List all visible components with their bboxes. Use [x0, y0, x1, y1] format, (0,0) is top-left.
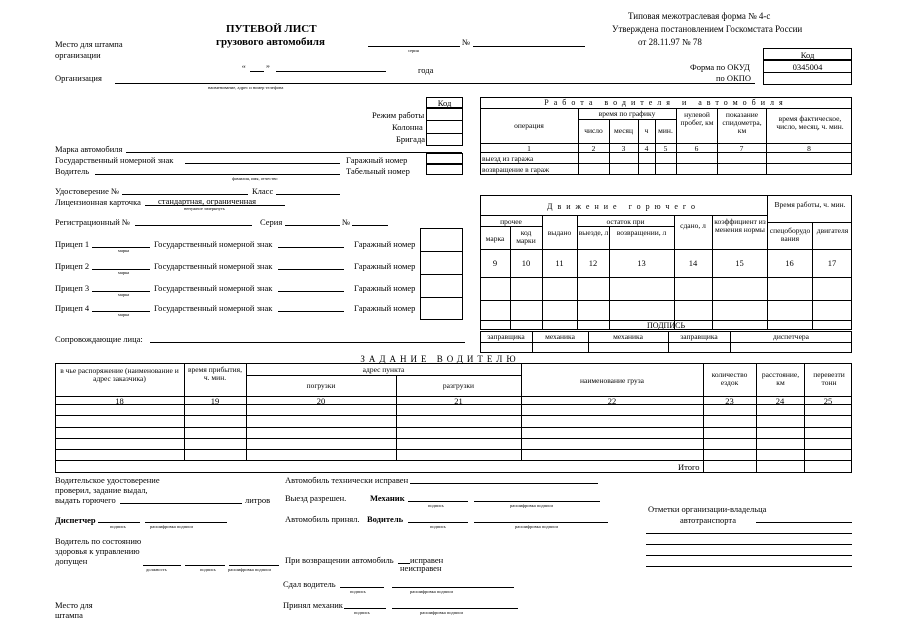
sig-col-4: заправщика: [680, 332, 718, 341]
med-decode-line[interactable]: [229, 565, 279, 566]
trailer-label-1: Прицеп 1: [55, 239, 90, 249]
license-value[interactable]: стандартная, ограниченная: [158, 196, 257, 206]
ft-num-13: 13: [637, 258, 646, 268]
fuel-table-title: Движение горючего: [546, 202, 700, 211]
med-sign-line[interactable]: [185, 565, 225, 566]
reg-label: Регистрационный №: [55, 217, 130, 227]
tt-h4: [55, 427, 852, 428]
stamp-bottom-1: Место для: [55, 600, 93, 610]
cert-line[interactable]: [122, 194, 248, 195]
received-sign-hint: подпись: [354, 610, 370, 615]
health-2: здоровья к управлению: [55, 546, 140, 556]
trailer-gos-label-4: Государственный номерной знак: [154, 303, 273, 313]
handed-sign-hint: подпись: [350, 589, 366, 594]
wt-hour: ч: [644, 126, 649, 135]
wt-num-5: 5: [663, 144, 668, 153]
driver-decode-hint: расшифровка подписи: [515, 524, 558, 529]
mode-label: Режим работы: [372, 110, 425, 120]
sig-h: [480, 342, 852, 343]
tt-num-18: 18: [115, 396, 124, 406]
tt-num-22: 22: [607, 396, 617, 406]
trailer-gos-line-3[interactable]: [278, 291, 344, 292]
brigade-label: Бригада: [396, 134, 426, 144]
wt-num-8: 8: [807, 144, 811, 153]
med-sign-hint: подпись: [200, 567, 216, 572]
handed-sign-line[interactable]: [340, 587, 384, 588]
accepted-driver-label: Водитель: [367, 514, 404, 524]
class-label: Класс: [252, 186, 274, 196]
wt-num-4: 4: [644, 144, 649, 153]
trailer-brand-hint-3: марка: [118, 292, 130, 297]
tab-no-box[interactable]: [426, 164, 463, 175]
ft-exit: выезде, л: [578, 228, 609, 237]
trailer-gos-label-3: Государственный номерной знак: [154, 283, 273, 293]
exit-ok-label: Выезд разрешен.: [285, 493, 347, 503]
org-hint: наименование, адрес и номер телефона: [208, 85, 284, 90]
brand-line[interactable]: [126, 152, 462, 153]
day-line[interactable]: [250, 71, 264, 72]
tech-ok-line[interactable]: [410, 483, 598, 484]
left-kod-header: [426, 97, 463, 108]
health-1: Водитель по состоянию: [55, 536, 142, 546]
wt-odometer: показание спидометра, км: [722, 110, 762, 135]
wt-num-1: 1: [527, 144, 531, 153]
wt-h1: [480, 108, 852, 109]
mechanic-sign-line[interactable]: [408, 501, 468, 502]
trailer-div2: [420, 274, 463, 275]
fuel-work-time: Время работы, ч. мин.: [774, 200, 846, 209]
ft-lic-2: проверил, задание выдал,: [55, 485, 148, 495]
ft-engine: двигателя: [816, 226, 849, 235]
wt-row-exit: выезд из гаража: [482, 154, 534, 163]
driver-decode-line[interactable]: [474, 522, 608, 523]
ft-signatures: ПОДПИСЬ: [646, 321, 686, 330]
class-line[interactable]: [276, 194, 340, 195]
ft-v4: [609, 226, 610, 330]
approved-text: Утверждена постановлением Госкомстата России: [612, 24, 803, 34]
trailer-gos-line-4[interactable]: [278, 311, 344, 312]
tt-h7: [55, 460, 852, 461]
tt-h-addr: [246, 375, 521, 376]
stamp-label: Место для штампа: [55, 39, 123, 49]
tt-h6: [55, 449, 852, 450]
doc-subtitle: грузового автомобиля: [216, 36, 325, 48]
license-label: Лицензионная карточка: [55, 197, 141, 207]
wt-num-7: 7: [739, 144, 744, 153]
org-line[interactable]: [115, 83, 755, 84]
okpo-label: по ОКПО: [716, 73, 752, 83]
trailer-div3: [420, 297, 463, 298]
series-line[interactable]: [368, 46, 460, 47]
driver-line[interactable]: [95, 174, 340, 175]
gos-no-line[interactable]: [185, 163, 340, 164]
tt-total: Итого: [678, 462, 700, 472]
received-sign-line[interactable]: [344, 608, 386, 609]
handed-decode-line[interactable]: [392, 587, 514, 588]
quote-open: “: [242, 63, 246, 73]
tt-arrival: время прибытия, ч. мин.: [188, 365, 242, 382]
trailer-brand-hint-1: марка: [118, 248, 130, 253]
garage-no-box[interactable]: [426, 153, 463, 164]
reg-no-line[interactable]: [352, 225, 388, 226]
handed-decode-hint: расшифровка подписи: [410, 589, 453, 594]
quote-close: ”: [266, 63, 270, 73]
mechanic-sign-hint: подпись: [428, 503, 444, 508]
trailer-gos-line-2[interactable]: [278, 269, 344, 270]
ft-h3: [480, 249, 852, 250]
ft-num-9: 9: [492, 258, 498, 268]
marks-line-1[interactable]: [646, 533, 852, 534]
ft-code: код марки: [516, 228, 536, 245]
tt-num-23: 23: [725, 396, 734, 406]
ft-num-11: 11: [555, 258, 564, 268]
trailer-garage-label-3: Гаражный номер: [354, 283, 416, 293]
ft-num-14: 14: [688, 258, 698, 268]
dispatcher-label: Диспетчер: [55, 515, 96, 525]
ft-num-15: 15: [735, 258, 744, 268]
wt-month: месяц: [613, 126, 634, 135]
code-divider: [763, 72, 852, 73]
marks-label-1: Отметки организации-владельца: [648, 504, 767, 514]
sig-col-2: механика: [545, 332, 575, 341]
tt-num-19: 19: [210, 396, 220, 406]
marks-line-3[interactable]: [646, 555, 852, 556]
trailer-gos-label-1: Государственный номерной знак: [154, 239, 273, 249]
sig-col-3: механика: [613, 332, 643, 341]
ft-num-17: 17: [827, 258, 837, 268]
tt-v5: [703, 363, 704, 473]
tt-tons: перевезти тонн: [813, 370, 845, 387]
ft-remain: остаток при: [606, 217, 645, 226]
left-code-div2: [426, 133, 463, 134]
ft-num-10: 10: [521, 258, 531, 268]
tt-v7: [804, 363, 805, 473]
mechanic-label: Механик: [370, 493, 405, 503]
tt-customer: в чье распоряжение (наименование и адрес заказчика): [60, 366, 179, 383]
brand-label: Марка автомобиля: [55, 144, 123, 154]
seria-line[interactable]: [285, 225, 340, 226]
year-label: года: [418, 65, 434, 75]
ft-h1: [480, 215, 767, 216]
cert-label: Удостоверение №: [55, 186, 120, 196]
trailer-brand-hint-4: марка: [118, 312, 130, 317]
reg-line[interactable]: [135, 225, 252, 226]
dispatcher-sign-line[interactable]: [98, 522, 140, 523]
accepted-label: Автомобиль принял.: [285, 514, 360, 524]
received-decode-hint: расшифровка подписи: [420, 610, 463, 615]
column-label: Колонна: [392, 122, 423, 132]
sig-col-5: диспетчера: [773, 332, 809, 341]
trailer-garage-label-4: Гаражный номер: [354, 303, 416, 313]
approved-date: от 28.11.97 № 78: [638, 37, 702, 47]
handed-driver-label: Сдал водитель: [283, 579, 336, 589]
wt-min: мин.: [658, 126, 673, 135]
med-position-hint: должность: [146, 567, 167, 572]
wt-v7: [766, 108, 767, 175]
ft-h4: [480, 277, 852, 278]
ft-num-12: 12: [588, 258, 598, 268]
wt-operation: операция: [514, 121, 544, 130]
med-position-line[interactable]: [143, 565, 181, 566]
wt-zero-run: нулевой пробег, км: [680, 110, 714, 127]
ft-special: спецоборудования: [769, 226, 811, 243]
ft-v5: [674, 215, 675, 330]
tt-unloading: разгрузки: [442, 381, 475, 390]
org-label: Организация: [55, 73, 102, 83]
tt-num-20: 20: [316, 396, 326, 406]
ft-return: возвращении, л: [616, 228, 667, 237]
med-decode-hint: расшифровка подписи: [228, 567, 271, 572]
marks-line-4[interactable]: [646, 566, 852, 567]
reg-no-sign: №: [342, 217, 351, 227]
number-sign: №: [462, 37, 471, 47]
gos-no-label: Государственный номерной знак: [55, 155, 174, 165]
escort-line[interactable]: [150, 342, 465, 343]
month-line[interactable]: [276, 71, 386, 72]
mechanic-decode-line[interactable]: [474, 501, 600, 502]
doc-title: ПУТЕВОЙ ЛИСТ: [226, 23, 317, 35]
ft-coef: коэффициент изменения нормы: [714, 217, 766, 234]
marks-line-2[interactable]: [646, 544, 852, 545]
wt-num-6: 6: [694, 144, 699, 153]
wt-v6: [717, 108, 718, 175]
number-line[interactable]: [473, 46, 585, 47]
ft-lic-3: выдать горючего: [55, 495, 116, 505]
ft-v8: [812, 222, 813, 330]
trailer-label-2: Прицеп 2: [55, 261, 90, 271]
tt-v2: [246, 363, 247, 460]
liters-label: литров: [245, 495, 271, 505]
ft-handed: сдано, л: [680, 221, 706, 230]
trailer-div1: [420, 251, 463, 252]
fuel-issue-line[interactable]: [120, 503, 242, 504]
trailer-brand-hint-2: марка: [118, 270, 130, 275]
ft-issued: выдано: [547, 228, 572, 237]
driver-label: Водитель: [55, 166, 90, 176]
marks-line-0[interactable]: [756, 522, 852, 523]
series-hint: серия: [408, 48, 419, 53]
okud-label: Форма по ОКУД: [690, 62, 750, 72]
on-return-label: При возвращении автомобиль: [285, 555, 394, 565]
tt-v1: [184, 363, 185, 460]
ft-h2b: [577, 226, 674, 227]
tt-num-21: 21: [454, 396, 463, 406]
okud-value[interactable]: 0345004: [792, 62, 823, 72]
ft-h2c: [767, 222, 852, 223]
tt-cargo: наименование груза: [580, 376, 644, 385]
driver-hint: фамилия, имя, отчество: [232, 176, 278, 181]
ok-option[interactable]: исправен: [410, 555, 444, 565]
trailer-garage-label-2: Гаражный номер: [354, 261, 416, 271]
ft-h5: [480, 300, 852, 301]
received-mech-label: Принял механик: [283, 600, 343, 610]
task-title: ЗАДАНИЕ ВОДИТЕЛЮ: [360, 354, 520, 364]
ft-h2: [480, 226, 542, 227]
not-ok-option[interactable]: неисправен: [400, 563, 442, 573]
license-hint: ненужное зачеркнуть: [184, 206, 225, 211]
trailer-garage-label-1: Гаражный номер: [354, 239, 416, 249]
tt-address: адрес пункта: [362, 365, 405, 374]
tab-no-label: Табельный номер: [346, 166, 410, 176]
ft-num-16: 16: [785, 258, 794, 268]
left-kod-label: Код: [437, 98, 452, 108]
wt-num-3: 3: [621, 144, 626, 153]
ft-lic-1: Водительское удостоверение: [55, 475, 160, 485]
sig-col-1: заправщика: [487, 332, 525, 341]
seria-label: Серия: [260, 217, 283, 227]
ft-brand: марка: [485, 234, 505, 243]
mechanic-decode-hint: расшифровка подписи: [510, 503, 553, 508]
wt-day: число: [584, 126, 603, 135]
wt-schedule: время по графику: [598, 109, 656, 118]
stamp-bottom-2: штампа: [55, 610, 83, 620]
tt-h3: [55, 415, 852, 416]
wt-num-2: 2: [591, 144, 596, 153]
wt-actual: время фактическое, число, месяц, ч. мин.: [776, 114, 844, 131]
tt-trips: количество ездок: [711, 370, 748, 387]
trailer-gos-line-1[interactable]: [278, 247, 344, 248]
ft-other: прочее: [500, 217, 522, 226]
wt-v5: [676, 108, 677, 175]
dispatcher-decode-line[interactable]: [145, 522, 227, 523]
wt-h5: [480, 163, 852, 164]
wt-v1: [578, 108, 579, 175]
garage-no-label: Гаражный номер: [346, 155, 408, 165]
wt-row-return: возвращение в гараж: [482, 165, 550, 174]
marks-label-2: автотранспорта: [680, 515, 737, 525]
received-decode-line[interactable]: [392, 608, 518, 609]
tt-h5: [55, 438, 852, 439]
escort-label: Сопровождающие лица:: [55, 334, 143, 344]
tt-distance: расстояние, км: [761, 370, 800, 387]
wt-h2: [578, 119, 676, 120]
trailer-label-3: Прицеп 3: [55, 283, 90, 293]
work-table-title: Работа водителя и автомобиля: [544, 98, 788, 107]
dispatcher-sign-hint: подпись: [110, 524, 126, 529]
trailer-label-4: Прицеп 4: [55, 303, 90, 313]
stamp-label-2: организации: [55, 50, 101, 60]
kod-label: Код: [800, 50, 815, 60]
health-3: допущен: [55, 556, 88, 566]
tt-loading: погрузки: [306, 381, 336, 390]
left-code-div1: [426, 120, 463, 121]
kod-header: [763, 48, 852, 60]
left-code-box: [426, 108, 463, 146]
driver-sign-hint: подпись: [430, 524, 446, 529]
tt-num-25: 25: [823, 396, 833, 406]
trailer-gos-label-2: Государственный номерной знак: [154, 261, 273, 271]
driver-sign-line[interactable]: [408, 522, 468, 523]
tt-num-24: 24: [775, 396, 785, 406]
dispatcher-decode-hint: расшифровка подписи: [150, 524, 193, 529]
tech-ok-label: Автомобиль технически исправен: [285, 475, 409, 485]
form-number: Типовая межотраслевая форма № 4-с: [628, 11, 771, 21]
